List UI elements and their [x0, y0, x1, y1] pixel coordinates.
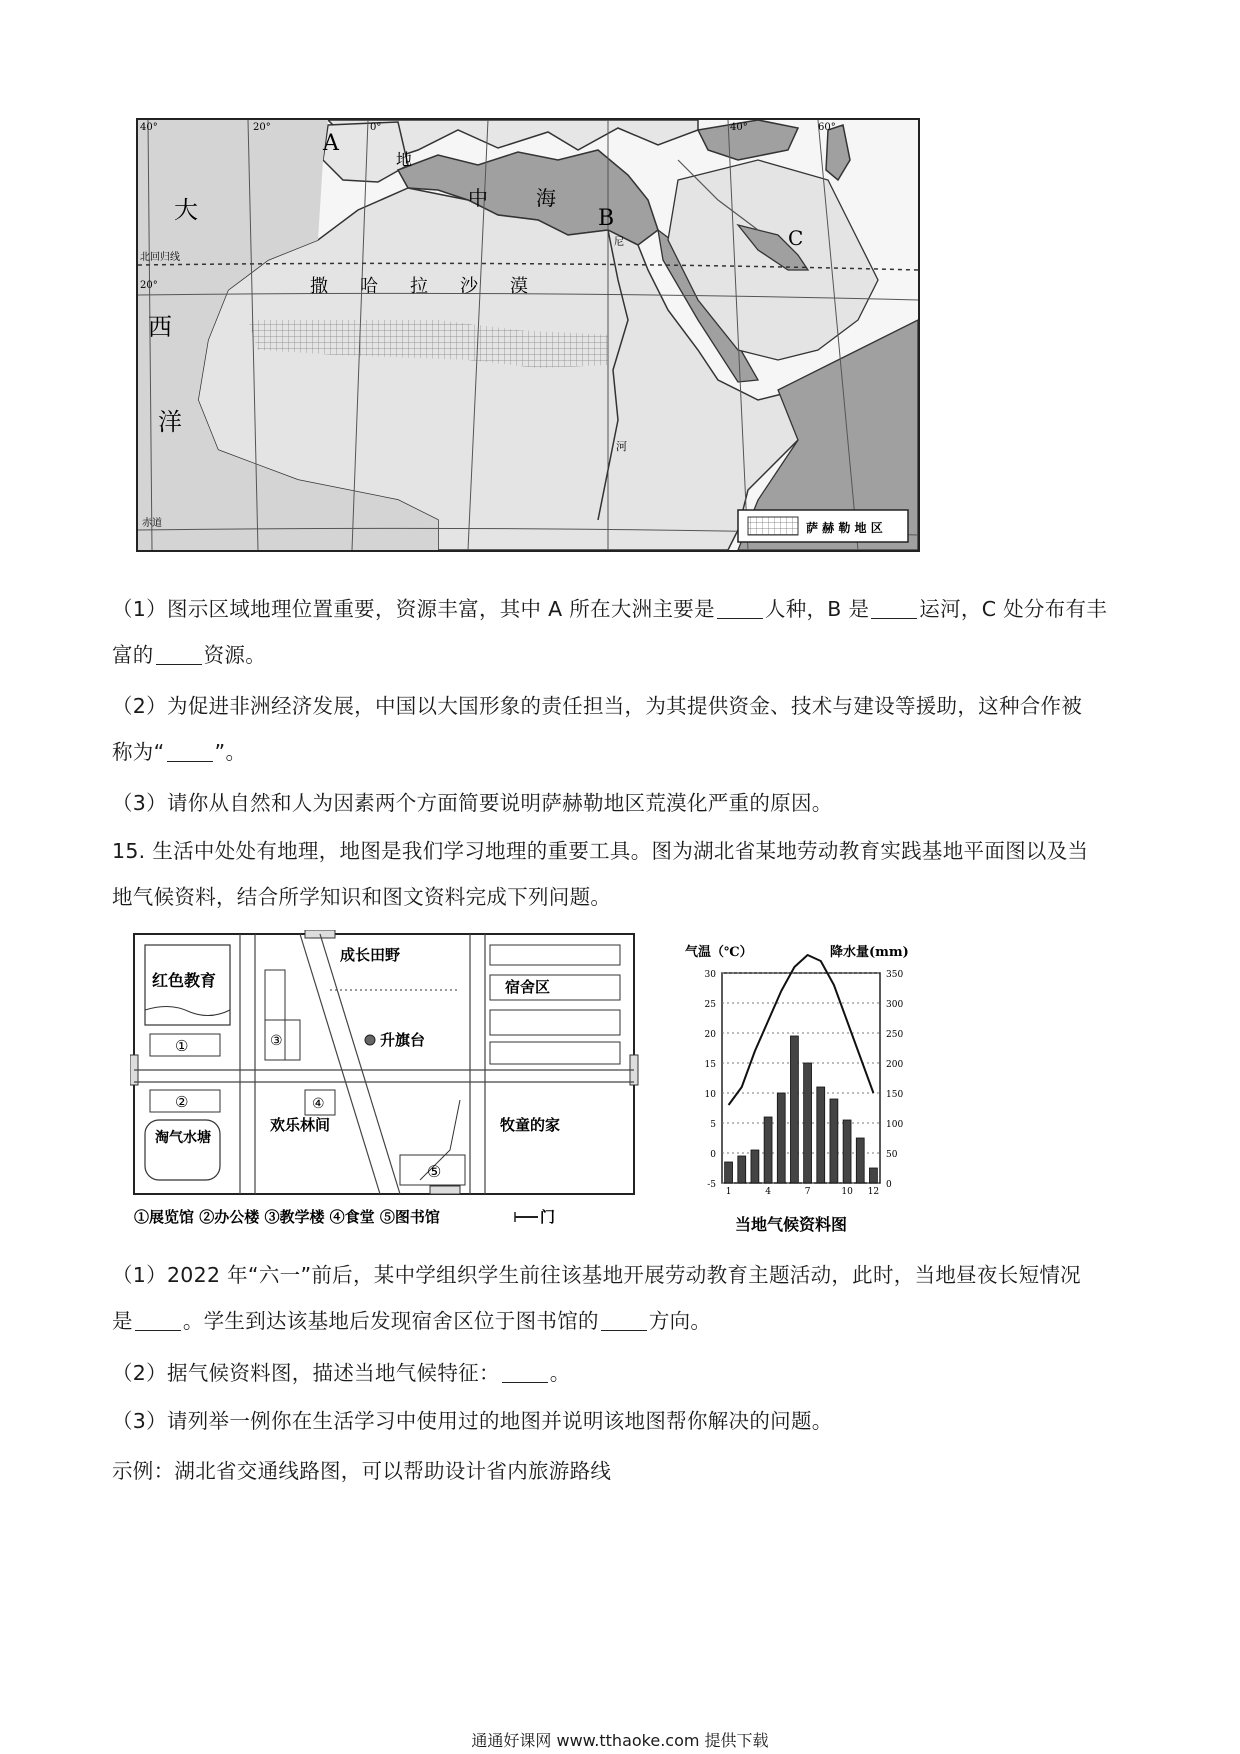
ocean-char-1: 大 — [174, 196, 198, 224]
lat-label: 20° — [140, 280, 158, 291]
chart-ytick-right: 300 — [886, 1000, 904, 1010]
blank — [502, 1362, 548, 1384]
chart-bar-6 — [790, 1036, 798, 1183]
chart-xtick: 1 — [725, 1187, 732, 1197]
q15-intro-1: 15. 生活中处处有地理，地图是我们学习地理的重要工具。图为湖北省某地劳动教育实践基地平面图以及当 — [112, 839, 1089, 863]
zone-cattle: 牧童的家 — [500, 1116, 561, 1134]
africa-map — [136, 118, 920, 552]
chart-bar-3 — [751, 1150, 759, 1183]
ocean-char-3: 洋 — [158, 408, 182, 436]
chart-ytick-right: 0 — [886, 1180, 892, 1190]
q15-intro-2: 地气候资料，结合所学知识和图文资料完成下列问题。 — [112, 885, 612, 909]
q14-part2 — [112, 683, 1130, 775]
desert-char-2: 哈 — [360, 276, 378, 297]
deg-label-5: 60° — [818, 122, 836, 133]
chart-ytick-right: 100 — [886, 1120, 904, 1130]
q15-part3 — [112, 1398, 1130, 1444]
chart-title: 当地气候资料图 — [735, 1215, 848, 1234]
zone-red: 红色教育 — [152, 971, 217, 990]
chart-ylabel-right: 降水量(mm) — [830, 945, 909, 960]
q14-p1-b: 人种，B 是 — [764, 597, 870, 621]
page-footer: 通通好课网 www.tthaoke.com 提供下载 — [471, 1731, 769, 1750]
q14-p2-c: ”。 — [214, 740, 247, 764]
chart-bar-9 — [830, 1099, 838, 1183]
gate-bottom — [430, 1186, 460, 1194]
chart-ytick-left: 5 — [710, 1120, 716, 1130]
q14-p1-e: 资源。 — [203, 643, 267, 667]
chart-bar-2 — [738, 1156, 746, 1183]
chart-temp-line — [729, 955, 874, 1105]
deg-label-4: 40° — [730, 122, 748, 133]
deg-label-3: 0° — [370, 122, 382, 133]
blank — [717, 598, 763, 620]
q14-p3: （3）请你从自然和人为因素两个方面简要说明萨赫勒地区荒漠化严重的原因。 — [112, 791, 833, 815]
deg-label-2: 20° — [253, 122, 271, 133]
desert-char-1: 撒 — [310, 276, 328, 297]
q14-part3 — [112, 780, 1130, 826]
num-3: ③ — [270, 1033, 283, 1049]
q14-p1-a: （1）图示区域地理位置重要，资源丰富，其中 A 所在大洲主要是 — [112, 597, 715, 621]
desert-char-5: 漠 — [510, 276, 528, 297]
zone-pond: 淘气水塘 — [155, 1130, 211, 1146]
chart-xtick: 12 — [867, 1187, 880, 1197]
ocean-char-2: 西 — [148, 313, 172, 341]
q15-p2-b: 。 — [549, 1361, 571, 1385]
q14-part1 — [112, 586, 1130, 678]
zone-forest: 欢乐林间 — [270, 1116, 331, 1134]
q15-example — [112, 1448, 1130, 1494]
q15-p1-d: 方向。 — [648, 1309, 712, 1333]
label-c: C — [788, 226, 804, 250]
q14-p1-c: 运河，C 处分布有丰 — [919, 597, 1108, 621]
equator-label: 赤道 — [142, 518, 162, 529]
chart-ytick-right: 250 — [886, 1030, 904, 1040]
num-2: ② — [175, 1093, 189, 1111]
plan-map — [130, 930, 640, 1240]
q15-intro — [112, 828, 1130, 920]
chart-ytick-left: 20 — [704, 1030, 716, 1040]
flag-dot — [365, 1035, 375, 1045]
chart-ylabel-left: 气温（℃） — [685, 945, 753, 960]
q15-p1-c: 。学生到达该基地后发现宿舍区位于图书馆的 — [182, 1309, 599, 1333]
q14-p1-d: 富的 — [112, 643, 154, 667]
chart-ytick-left: 15 — [704, 1060, 716, 1070]
tropic-label: 北回归线 — [140, 252, 180, 263]
q15-part2 — [112, 1350, 1130, 1396]
num-4: ④ — [312, 1096, 325, 1112]
q15-part1 — [112, 1252, 1130, 1344]
plan-legend: ①展览馆 ②办公楼 ③教学楼 ④食堂 ⑤图书馆 — [134, 1208, 440, 1226]
label-b: B — [598, 206, 615, 231]
q15-p1-b: 是 — [112, 1309, 133, 1333]
desert-char-4: 沙 — [460, 276, 478, 297]
q15-example-text: 示例：湖北省交通线路图，可以帮助设计省内旅游路线 — [112, 1459, 612, 1483]
chart-ytick-left: -5 — [707, 1180, 716, 1190]
map-legend-text: 萨 赫 勒 地 区 — [806, 521, 883, 535]
zone-flag: 升旗台 — [380, 1031, 426, 1049]
label-a: A — [323, 131, 339, 156]
chart-xtick: 10 — [841, 1187, 853, 1197]
climate-chart-svg — [680, 938, 950, 1238]
chart-bar-10 — [843, 1120, 851, 1183]
blank — [601, 1310, 647, 1332]
zone-dorm: 宿舍区 — [505, 978, 551, 996]
chart-ytick-right: 150 — [886, 1090, 904, 1100]
sea-char-3: 海 — [536, 186, 556, 210]
chart-bar-4 — [764, 1117, 772, 1183]
q15-p3: （3）请列举一例你在生活学习中使用过的地图并说明该地图帮你解决的问题。 — [112, 1409, 833, 1433]
chart-bar-7 — [804, 1063, 812, 1183]
chart-ytick-left: 0 — [710, 1150, 716, 1160]
chart-ytick-right: 200 — [886, 1060, 904, 1070]
blank — [871, 598, 917, 620]
chart-ytick-right: 350 — [886, 970, 904, 980]
chart-bars — [725, 955, 878, 1183]
blank — [167, 741, 213, 763]
blank — [135, 1310, 181, 1332]
chart-bar-8 — [817, 1087, 825, 1183]
chart-ytick-right: 50 — [886, 1150, 898, 1160]
chart-xtick: 7 — [804, 1187, 811, 1197]
num-1: ① — [175, 1037, 189, 1055]
q14-p2-b: 称为“ — [112, 740, 165, 764]
gate-label: 门 — [540, 1208, 556, 1226]
sea-char-2: 中 — [468, 186, 488, 210]
deg-label-1: 40° — [140, 122, 158, 133]
plan-map-svg — [130, 930, 640, 1240]
gate-top — [305, 930, 335, 938]
chart-ytick-left: 25 — [704, 1000, 716, 1010]
sea-char-1: 地 — [396, 150, 413, 169]
climate-chart — [680, 938, 950, 1238]
q15-p2-a: （2）据气候资料图，描述当地气候特征： — [112, 1361, 500, 1385]
q14-p2-a: （2）为促进非洲经济发展，中国以大国形象的责任担当，为其提供资金、技术与建设等援助，这种合作被 — [112, 694, 1083, 718]
zone-field: 成长田野 — [340, 946, 401, 964]
blank — [156, 644, 202, 666]
chart-bar-1 — [725, 1162, 733, 1183]
chart-bar-5 — [777, 1093, 785, 1183]
num-5: ⑤ — [427, 1162, 442, 1181]
chart-bar-12 — [869, 1168, 877, 1183]
desert-char-3: 拉 — [410, 276, 428, 297]
q15-p1-a: （1）2022 年“六一”前后，某中学组织学生前往该基地开展劳动教育主题活动，此时，当地昼夜长短情况 — [112, 1263, 1081, 1287]
map-legend — [738, 510, 908, 542]
africa-map-svg — [138, 120, 918, 550]
chart-ytick-left: 10 — [704, 1090, 716, 1100]
river-mark: 河 — [616, 440, 627, 453]
chart-ytick-left: 30 — [704, 970, 716, 980]
chart-xtick: 4 — [765, 1187, 771, 1197]
canal-mark: 尼 — [614, 237, 624, 248]
chart-bar-11 — [856, 1138, 864, 1183]
